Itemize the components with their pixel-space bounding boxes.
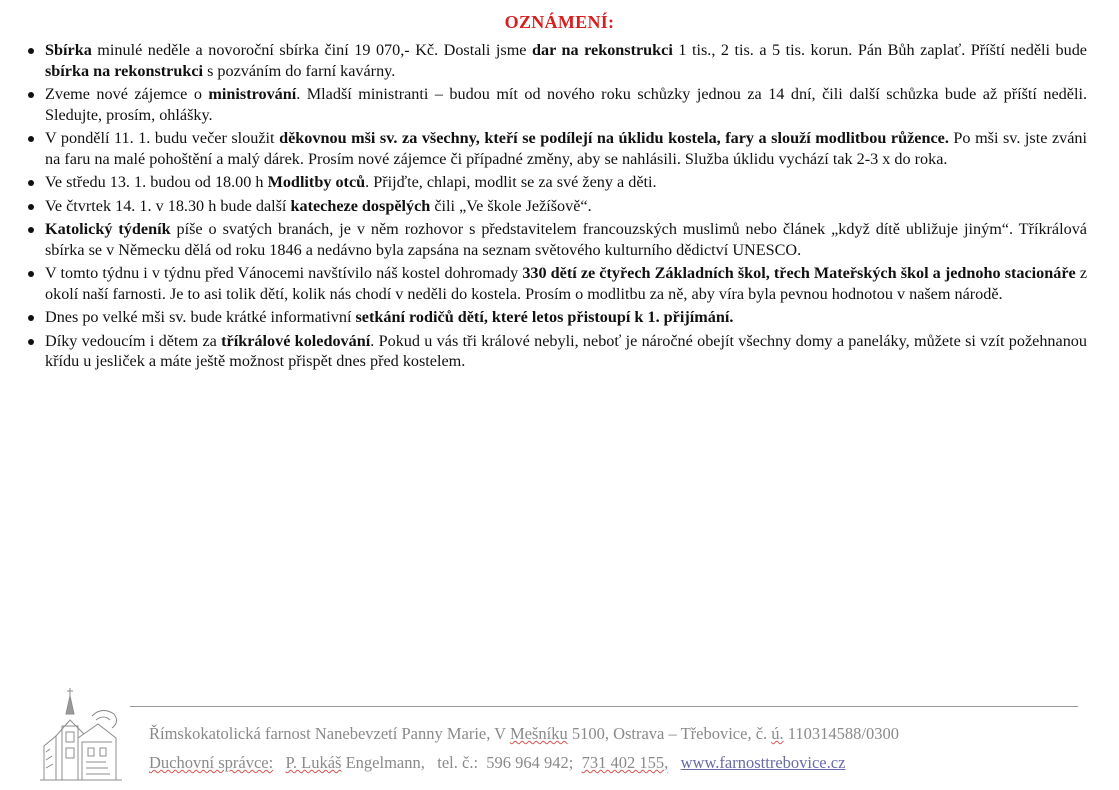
notice-item (26, 128, 1087, 169)
notice-emphasis: dar na rekonstrukci (532, 41, 673, 59)
notice-text: V tomto týdnu i v týdnu před Vánocemi navštívilo náš kostel dohromady (45, 264, 523, 282)
bullet-icon (28, 204, 34, 210)
bullet-icon (28, 92, 34, 98)
notice-emphasis: Sbírka (45, 41, 92, 59)
footer-parish-text-a: Římskokatolická farnost Nanebevzetí Panny Marie, V (149, 724, 510, 743)
notice-item (26, 196, 1087, 217)
footer-account-number: 110314588/0300 (783, 724, 900, 743)
bullet-icon (28, 48, 34, 54)
footer-account-label: ú. (771, 724, 784, 743)
notice-emphasis: tříkrálové koledování (221, 331, 371, 350)
footer-street: Mešníku (509, 724, 568, 743)
notice-text: . Mladší ministranti – budou mít od nového roku schůzky jednou za 14 dní, čili další schůzka bude až příští neděli. Sledujte, prosím, ohlášky. (45, 85, 1087, 124)
notice-item (26, 331, 1087, 372)
notice-emphasis: sbírka na rekonstrukci (45, 61, 204, 80)
bullet-icon (28, 180, 34, 186)
footer-divider (130, 706, 1078, 707)
notice-list (26, 40, 1087, 375)
notice-emphasis: ministrování (208, 85, 297, 103)
notice-text: V pondělí 11. 1. budu večer sloužit (45, 129, 280, 147)
notice-emphasis: 330 dětí ze čtyřech Základních škol, třech Mateřských škol a jednoho stacionáře (522, 264, 1076, 282)
footer-phone-1: 596 964 942; (486, 753, 574, 772)
footer-admin-name: P. Lukáš (285, 753, 342, 772)
notice-text: Ve středu 13. 1. budou od 18.00 h (45, 173, 268, 191)
notice-text: . Pokud u vás tři králové nebyli, neboť je náročné obejít všechny domy a paneláky, můžete si vzít požehnanou křídu u jesliček a máte ještě možnost přispět dnes před kostelem. (45, 331, 1087, 370)
notice-item (26, 263, 1087, 304)
notice-item (26, 172, 1087, 193)
notice-text: 1 tis., 2 tis. a 5 tis. korun. Pán Bůh zaplať. Příští neděli bude (672, 41, 1087, 59)
notice-emphasis: Katolický týdeník (45, 220, 171, 238)
bullet-icon (28, 271, 34, 277)
footer-parish-line (149, 724, 899, 744)
notice-text: s pozváním do farní kavárny. (203, 61, 396, 80)
notice-emphasis: Modlitby otců (267, 173, 366, 191)
notice-text: . Přijďte, chlapi, modlit se za své ženy a děti. (365, 173, 657, 191)
page-title: OZNÁMENÍ: (504, 12, 615, 32)
footer-admin-surname: Engelmann, (341, 753, 425, 772)
notice-item (26, 40, 1087, 81)
notice-text: minulé neděle a novoroční sbírka činí 19 070,- Kč. Dostali jsme (91, 41, 532, 59)
notice-text: Zveme nové zájemce o (45, 85, 209, 103)
church-logo (36, 676, 126, 786)
notice-text: Dnes po velké mši sv. bude krátké informativní (45, 308, 356, 326)
notice-emphasis: katecheze dospělých (290, 196, 431, 215)
footer-phone-2: 731 402 155, (581, 753, 669, 772)
notice-text: Ve čtvrtek 14. 1. v 18.30 h bude další (45, 196, 291, 215)
notice-text: z okolí naší farnosti. Je to asi tolik dětí, kolik nás chodí v neděli do kostela. Prosím o modlitbu za ně, aby víra byla pevnou hodnotou v našem národě. (45, 264, 1088, 303)
notice-text: Díky vedoucím i dětem za (45, 331, 222, 350)
notice-item (26, 307, 1087, 328)
footer-contact-line (149, 753, 845, 773)
bullet-icon (28, 339, 34, 345)
bullet-icon (28, 315, 34, 321)
notice-text: Po mši sv. jste zváni na faru na malé pohoštění a malý dárek. Prosím nové zájemce či případné změny, aby se nahlásili. Služba úklidu vychází tak 2-3 x do roka. (45, 129, 1087, 168)
bullet-icon (28, 227, 34, 233)
notice-emphasis: děkovnou mši sv. za všechny, kteří se podílejí na úklidu kostela, fary a slouží modlitbou růžence. (279, 129, 949, 147)
notice-text: píše o svatých branách, je v něm rozhovor s představitelem francouzských muslimů nebo článek „když dítě ubližuje jiným“. Tříkrálová sbírka se v Německu dělá od roku 1846 a nedávno byla zapsána na seznam světového kulturního dědictví UNESCO. (45, 220, 1087, 259)
notice-text: čili „Ve škole Ježíšově“. (430, 196, 592, 215)
footer-admin-label: Duchovní správce: (149, 753, 274, 772)
bullet-icon (28, 136, 34, 142)
footer-tel-label: tel. č.: (437, 753, 479, 772)
website-link[interactable]: www.farnosttrebovice.cz (680, 753, 846, 772)
notice-item (26, 84, 1087, 125)
notice-item (26, 219, 1087, 260)
notice-emphasis: setkání rodičů dětí, které letos přistoupí k 1. přijímání. (355, 308, 734, 326)
footer-parish-text-b: 5100, Ostrava – Třebovice, č. (567, 724, 772, 743)
